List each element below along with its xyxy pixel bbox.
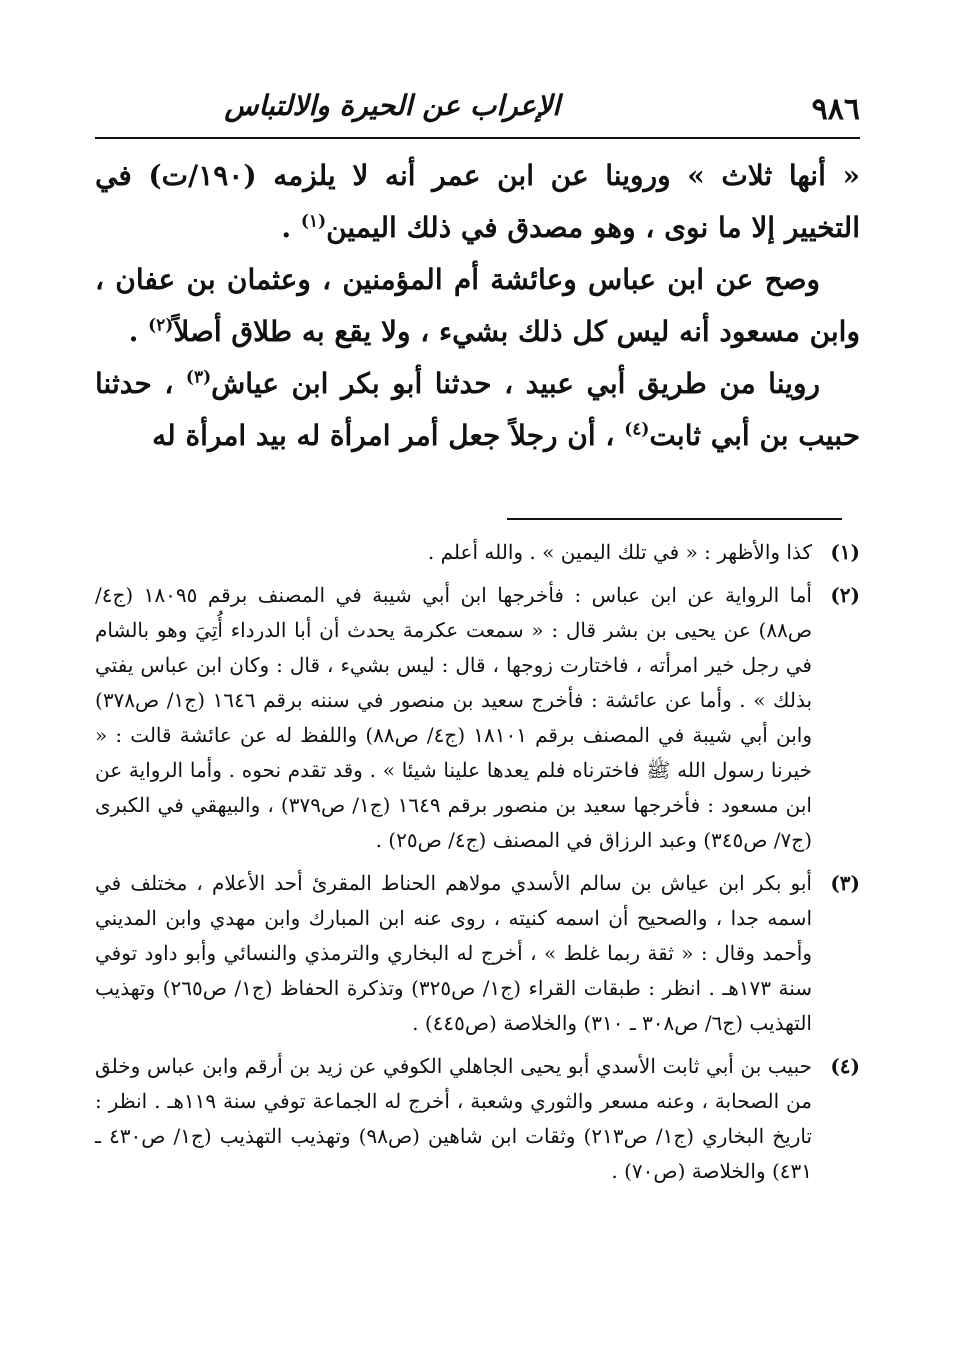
text-segment: « أنها ثلاث » وروينا عن ابن عمر أنه لا يلزمه (١٩٠/ت) في التخيير إلا ما نوى ، وهو مصدق في ذلك اليمين xyxy=(95,159,860,244)
footnote-number: (٤) xyxy=(830,1054,860,1078)
footnote-marker[interactable]: (٣) xyxy=(185,367,212,388)
text-segment: روينا من طريق أبي عبيد ، حدثنا أبو بكر ابن عياش xyxy=(211,367,821,400)
footnote-text: أبو بكر ابن عياش بن سالم الأسدي مولاهم الحناط المقرئ أحد الأعلام ، مختلف في اسمه جدا ، والصحيح أن اسمه كنيته ، روى عنه ابن المبارك وابن مهدي وابن المديني وأحمد وقال : « ثقة ربما غلط » ، أخرج له البخاري والترمذي والنسائي وأبو داود توفي سنة ١٧٣هـ . انظر : طبقات القراء (ج١/ ص٣٢٥) وتذكرة الحفاظ (ج١/ ص٢٦٥) وتهذيب التهذيب (ج٦/ ص٣٠٨ ـ ٣١٠) والخلاصة (ص٤٤٥) . xyxy=(95,871,813,1035)
running-title: الإعراب عن الحيرة والالتباس xyxy=(224,89,560,122)
footnote-text: كذا والأظهر : « في تلك اليمين » . والله أعلم . xyxy=(427,540,812,564)
footnote-marker[interactable]: (١) xyxy=(300,211,327,232)
footnote-marker[interactable]: (٤) xyxy=(624,419,650,440)
footnote-separator xyxy=(507,518,842,520)
footnote-text: أما الرواية عن ابن عباس : فأخرجها ابن أبي شيبة في المصنف برقم ١٨٠٩٥ (ج٤/ ص٨٨) عن يحيى بن بشر قال : « سمعت عكرمة يحدث أن أبا الدرداء أُتِيَ وهو بالشام في رجل خير امرأته ، فاختارت زوجها ، قال : ليس بشيء ، قال : وكان ابن عباس يفتي بذلك » . وأما عن عائشة : فأخرج سعيد بن منصور في سننه برقم ١٦٤٦ (ج١/ ص٣٧٨) وابن أبي شيبة في المصنف برقم ١٨١٠١ (ج٤/ ص٨٨) واللفظ له عن عائشة قالت : « خيرنا رسول الله ﷺ فاخترناه فلم يعدها علينا شيئا » . وقد تقدم نحوه . وأما الرواية عن ابن مسعود : فأخرجها سعيد بن منصور برقم ١٦٤٩ (ج١/ ص٣٧٩) ، والبيهقي في الكبرى (ج٧/ ص٣٤٥) وعبد الرزاق في المصنف (ج٤/ ص٢٥) . xyxy=(95,583,813,852)
footnote xyxy=(95,578,860,858)
text-segment: وصح عن ابن عباس وعائشة أم المؤمنين ، وعثمان بن عفان ، وابن مسعود أنه ليس كل ذلك بشيء ، ولا يقع به طلاق أصلاً xyxy=(95,263,860,348)
page-number: ٩٨٦ xyxy=(811,92,860,127)
paragraph xyxy=(95,150,860,254)
footnote xyxy=(95,535,860,570)
footnote xyxy=(95,866,860,1041)
footnote-number: (٣) xyxy=(830,871,860,895)
footnote-number: (١) xyxy=(830,540,860,564)
footnotes xyxy=(95,535,860,1197)
footnote-marker[interactable]: (٢) xyxy=(148,315,174,336)
paragraph xyxy=(95,358,860,462)
text-segment: . xyxy=(128,315,149,348)
header-rule xyxy=(95,137,860,139)
footnote-number: (٢) xyxy=(830,583,860,607)
page-header xyxy=(95,86,860,132)
text-segment: . xyxy=(281,211,301,244)
paragraph xyxy=(95,254,860,358)
text-segment: ، حدثنا حبيب بن أبي ثابت xyxy=(95,367,860,452)
footnote xyxy=(95,1049,860,1189)
main-text xyxy=(95,150,860,462)
text-segment: ، أن رجلاً جعل أمر امرأة له بيد امرأة له xyxy=(152,419,625,452)
footnote-text: حبيب بن أبي ثابت الأسدي أبو يحيى الجاهلي الكوفي عن زيد بن أرقم وابن عباس وخلق من الصحابة ، وعنه مسعر والثوري وشعبة ، أخرج له الجماعة توفي سنة ١١٩هـ . انظر : تاريخ البخاري (ج١/ ص٢١٣) وثقات ابن شاهين (ص٩٨) وتهذيب التهذيب (ج١/ ص٤٣٠ ـ ٤٣١) والخلاصة (ص٧٠) . xyxy=(95,1054,813,1183)
